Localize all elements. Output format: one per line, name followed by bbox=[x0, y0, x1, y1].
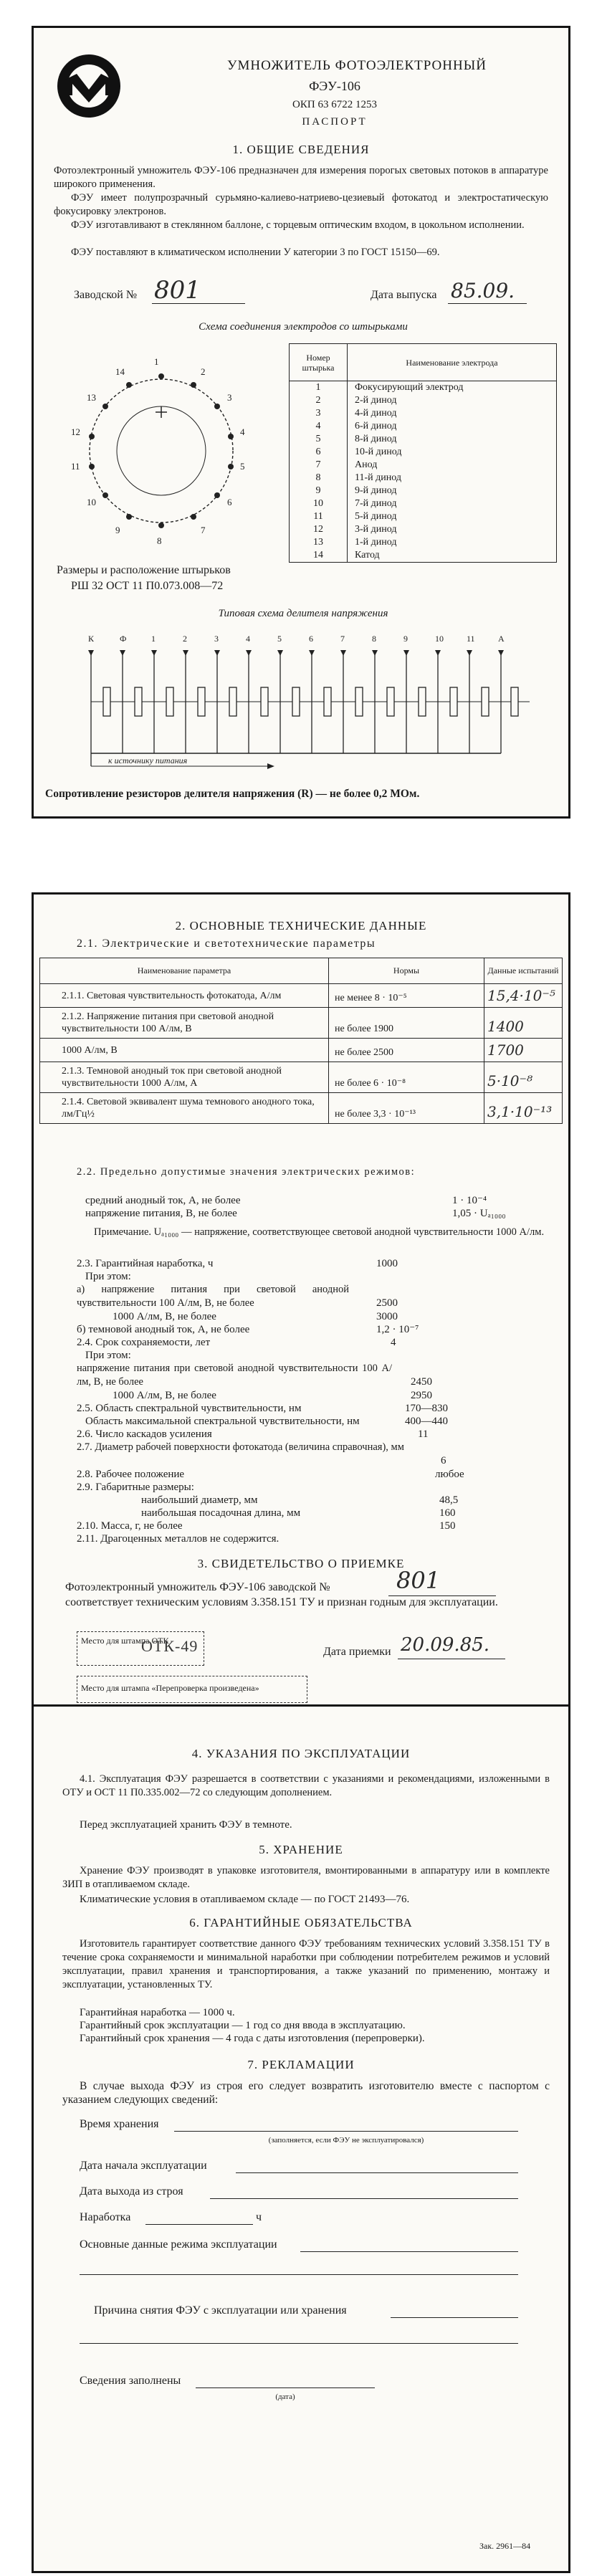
pin-number: 10 bbox=[290, 497, 348, 510]
field-start-label: Дата начала эксплуатации bbox=[80, 2160, 207, 2172]
field-reason-line-2[interactable] bbox=[80, 2343, 518, 2344]
otk-stamp-value: ОТК-49 bbox=[141, 1637, 199, 1655]
parameter-name: 2.1.2. Напряжение питания при световой анодной чувствительности 100 А/лм, В bbox=[40, 1008, 329, 1039]
s4-para-2: Перед эксплуатацией хранить ФЭУ в темноте. bbox=[80, 1819, 292, 1831]
product-title: УМНОЖИТЕЛЬ ФОТОЭЛЕКТРОННЫЙ bbox=[227, 58, 487, 73]
section-3-heading: 3. СВИДЕТЕЛЬСТВО О ПРИЕМКЕ bbox=[197, 1557, 405, 1570]
section-4-heading: 4. УКАЗАНИЯ ПО ЭКСПЛУАТАЦИИ bbox=[191, 1747, 411, 1760]
divider-resistor bbox=[355, 687, 363, 716]
divider-arrow bbox=[183, 650, 188, 656]
limit-2-value: 1,05 · Uₐ₁₀₀₀ bbox=[452, 1208, 506, 1219]
field-storage-line[interactable] bbox=[174, 2131, 518, 2132]
divider-arrow bbox=[435, 650, 441, 656]
pin-electrode: 3-й динод bbox=[348, 523, 557, 536]
divider-arrow bbox=[467, 650, 472, 656]
p26-value: 11 bbox=[418, 1428, 429, 1440]
svg-text:12: 12 bbox=[71, 426, 80, 437]
base-pin-diagram bbox=[55, 343, 263, 558]
general-para-2: ФЭУ имеет полупрозрачный сурьмяно-калиево-натриево-цезиевый фотокатод и электростатическую фокусировку электронов. bbox=[54, 192, 548, 217]
resistor-note: Сопротивление резисторов делителя напряжения (R) — не более 0,2 МОм. bbox=[45, 788, 420, 800]
divider-electrode-label: 3 bbox=[214, 634, 219, 644]
p23-at: При этом: bbox=[85, 1271, 131, 1282]
release-date-label: Дата выпуска bbox=[371, 289, 437, 301]
okp-code: ОКП 63 6722 1253 bbox=[292, 99, 377, 110]
passport-page-3 bbox=[32, 1704, 570, 2573]
svg-text:5: 5 bbox=[240, 461, 245, 472]
pin-table-row bbox=[290, 549, 557, 563]
parameter-test-value: 5·10⁻⁸ bbox=[484, 1062, 563, 1093]
field-filled-label: Сведения заполнены bbox=[80, 2375, 181, 2387]
p24a2-value: 2950 bbox=[411, 1390, 432, 1401]
s4-para-1: 4.1. Эксплуатация ФЭУ разрешается в соответствии с указаниями и рекомендациями, изложенными в ОТУ и ОСТ 11 П0.335.002—72 со следующим дополнением. bbox=[62, 1773, 550, 1798]
parameter-row bbox=[40, 984, 563, 1008]
divider-resistor bbox=[166, 687, 173, 716]
parameter-test-value: 1700 bbox=[484, 1039, 563, 1062]
pin-number: 7 bbox=[290, 459, 348, 472]
divider-electrode-label: 7 bbox=[340, 634, 345, 644]
svg-text:7: 7 bbox=[201, 525, 206, 535]
pin-table-row bbox=[290, 497, 557, 510]
p24-at: При этом: bbox=[85, 1350, 131, 1361]
parameter-test-value: 15,4·10⁻⁵ bbox=[484, 984, 563, 1008]
pin-electrode: 5-й динод bbox=[348, 510, 557, 523]
parameter-norm: не более 3,3 · 10⁻¹³ bbox=[329, 1093, 484, 1124]
p26-label: 2.6. Число каскадов усиления bbox=[77, 1428, 212, 1440]
field-filled-line[interactable] bbox=[196, 2387, 375, 2388]
pin-electrode: 10-й динод bbox=[348, 446, 557, 459]
pin-electrode: Фокусирующий электрод bbox=[348, 381, 557, 395]
subsection-2-2: 2.2. Предельно допустимые значения электрических режимов: bbox=[77, 1166, 416, 1178]
p25-label: 2.5. Область спектральной чувствительности, нм bbox=[77, 1403, 302, 1414]
document-type: ПАСПОРТ bbox=[302, 116, 368, 128]
p29a-value: 48,5 bbox=[439, 1494, 459, 1506]
divider-resistor bbox=[261, 687, 268, 716]
field-hours-line[interactable] bbox=[145, 2224, 253, 2225]
section-5-heading: 5. ХРАНЕНИЕ bbox=[259, 1843, 343, 1856]
field-modes-line[interactable] bbox=[300, 2251, 518, 2252]
pin-electrode: 4-й динод bbox=[348, 407, 557, 420]
p210-value: 150 bbox=[439, 1520, 456, 1532]
th-param-name: Наименование параметра bbox=[40, 958, 329, 984]
pin-table-row bbox=[290, 536, 557, 549]
p23a-label: а) напряжение питания при световой анодной чувствительности 100 А/лм, В, не более bbox=[77, 1284, 349, 1309]
divider-arrow bbox=[120, 650, 125, 656]
parameter-norm: не менее 8 · 10⁻⁵ bbox=[329, 984, 484, 1008]
parameter-name: 2.1.4. Световой эквивалент шума темнового анодного тока, лм/Гц½ bbox=[40, 1093, 329, 1124]
divider-resistor bbox=[292, 687, 300, 716]
p23-label: 2.3. Гарантийная наработка, ч bbox=[77, 1258, 214, 1269]
s6-para-4: Гарантийный срок хранения — 4 года с даты изготовления (перепроверки). bbox=[80, 2033, 425, 2044]
p29b-label: наибольшая посадочная длина, мм bbox=[141, 1507, 301, 1519]
base-note-2: РШ 32 ОСТ 11 П0.073.008—72 bbox=[71, 580, 224, 592]
parameter-norm: не более 6 · 10⁻⁸ bbox=[329, 1062, 484, 1093]
svg-text:3: 3 bbox=[227, 392, 232, 403]
pin-number: 2 bbox=[290, 394, 348, 407]
divider-electrode-label: 9 bbox=[403, 634, 408, 644]
general-para-1: Фотоэлектронный умножитель ФЭУ-106 предназначен для измерения порогых световых потоков в аппаратуре широкого применения. bbox=[54, 165, 548, 190]
divider-caption: Типовая схема делителя напряжения bbox=[218, 608, 388, 619]
parameter-norm: не более 1900 bbox=[329, 1008, 484, 1039]
pin-number: 9 bbox=[290, 485, 348, 497]
pin-scheme-caption: Схема соединения электродов со штырьками bbox=[199, 321, 408, 333]
pin-table-head-num: Номер штырька bbox=[290, 344, 348, 381]
divider-arrow bbox=[498, 650, 504, 656]
svg-text:10: 10 bbox=[87, 497, 96, 507]
serial-label: Заводской № bbox=[74, 289, 138, 301]
manufacturer-logo bbox=[55, 52, 123, 120]
p24-label: 2.4. Срок сохраняемости, лет bbox=[77, 1337, 211, 1348]
divider-resistor bbox=[419, 687, 426, 716]
general-para-4: ФЭУ поставляют в климатическом исполнении У категории 3 по ГОСТ 15150—69. bbox=[71, 247, 440, 258]
field-date-hint: (дата) bbox=[275, 2393, 295, 2401]
divider-resistor bbox=[482, 687, 489, 716]
pin-table-row bbox=[290, 459, 557, 472]
otk-stamp-label: Место для штампа ОТК bbox=[81, 1636, 169, 1646]
divider-electrode-label: К bbox=[88, 634, 95, 644]
svg-text:14: 14 bbox=[115, 366, 125, 377]
pin-electrode: 11-й динод bbox=[348, 472, 557, 485]
divider-arrow bbox=[151, 650, 157, 656]
parameter-name: 2.1.3. Темновой анодный ток при световой анодной чувствительности 1000 А/лм, А bbox=[40, 1062, 329, 1093]
section-7-heading: 7. РЕКЛАМАЦИИ bbox=[247, 2058, 355, 2071]
field-storage-hint: (заполняется, если ФЭУ не эксплуатировался) bbox=[268, 2136, 424, 2145]
divider-electrode-label: 8 bbox=[372, 634, 376, 644]
p25b-value: 400—440 bbox=[405, 1416, 448, 1427]
pin-electrode: Анод bbox=[348, 459, 557, 472]
pin-number: 13 bbox=[290, 536, 348, 549]
field-hours-label: Наработка bbox=[80, 2211, 131, 2223]
field-modes-label: Основные данные режима эксплуатации bbox=[80, 2238, 277, 2251]
pin-table-row bbox=[290, 433, 557, 446]
section-6-heading: 6. ГАРАНТИЙНЫЕ ОБЯЗАТЕЛЬСТВА bbox=[189, 1916, 413, 1929]
subsection-2-1: 2.1. Электрические и светотехнические параметры bbox=[77, 938, 376, 950]
th-test-data: Данные испытаний bbox=[484, 958, 563, 984]
divider-resistor bbox=[135, 687, 142, 716]
divider-arrow bbox=[214, 650, 220, 656]
pin-table-row bbox=[290, 485, 557, 497]
p24a-label: напряжение питания при световой анодной чувствительности 100 А/лм, В, не более bbox=[77, 1363, 392, 1388]
p23a2-label: 1000 А/лм, В, не более bbox=[113, 1311, 216, 1322]
pin-table-head-name: Наименование электрода bbox=[348, 344, 557, 381]
pin-number: 4 bbox=[290, 420, 348, 433]
divider-electrode-label: 1 bbox=[151, 634, 156, 644]
svg-text:13: 13 bbox=[87, 392, 96, 403]
pin-electrode: Катод bbox=[348, 549, 557, 563]
passport-page-2 bbox=[32, 892, 570, 1742]
field-fail-label: Дата выхода из строя bbox=[80, 2185, 183, 2198]
passport-page-1 bbox=[32, 26, 570, 819]
s5-para-1: Хранение ФЭУ производят в упаковке изготовителя, вмонтированными в аппаратуру или в комплекте ЗИП в отапливаемом складе. bbox=[62, 1865, 550, 1890]
divider-electrode-label: 11 bbox=[467, 634, 475, 644]
divider-resistor bbox=[324, 687, 331, 716]
pin-electrode: 6-й динод bbox=[348, 420, 557, 433]
product-model: ФЭУ-106 bbox=[309, 79, 360, 93]
base-note-1: Размеры и расположение штырьков bbox=[57, 564, 231, 576]
p24-value: 4 bbox=[391, 1337, 396, 1348]
p27-value: 6 bbox=[441, 1455, 446, 1466]
p24a-value: 2450 bbox=[411, 1376, 432, 1388]
divider-arrow bbox=[246, 650, 252, 656]
svg-text:2: 2 bbox=[201, 366, 206, 377]
divider-arrow bbox=[309, 650, 315, 656]
pin-electrode: 1-й динод bbox=[348, 536, 557, 549]
svg-text:9: 9 bbox=[115, 525, 120, 535]
pin-number: 8 bbox=[290, 472, 348, 485]
pin-electrode: 7-й динод bbox=[348, 497, 557, 510]
release-date-value: 85.09. bbox=[451, 279, 515, 302]
pin-table-row bbox=[290, 420, 557, 433]
p23b-value: 1,2 · 10⁻⁷ bbox=[376, 1324, 419, 1335]
divider-electrode-label: Ф bbox=[120, 634, 127, 644]
parameter-test-value: 3,1·10⁻¹³ bbox=[484, 1093, 563, 1124]
divider-electrode-label: 6 bbox=[309, 634, 313, 644]
load-resistor bbox=[511, 687, 518, 716]
svg-text:4: 4 bbox=[240, 426, 245, 437]
note-ua1000: Примечание. Uₐ₁₀₀₀ — напряжение, соответствующее световой анодной чувствительности 1000 А/лм. bbox=[94, 1226, 545, 1238]
p28-value: любое bbox=[435, 1469, 464, 1480]
pin-table-row bbox=[290, 523, 557, 536]
acceptance-date-label: Дата приемки bbox=[323, 1646, 391, 1658]
power-supply-label: к источнику питания bbox=[108, 755, 188, 765]
pin-table-row bbox=[290, 472, 557, 485]
field-start-line[interactable] bbox=[236, 2172, 518, 2173]
divider-electrode-label: А bbox=[498, 634, 505, 644]
parameter-row bbox=[40, 1039, 563, 1062]
pin-table-row bbox=[290, 394, 557, 407]
acceptance-text-2: соответствует техническим условиям 3.358.151 ТУ и признан годным для эксплуатации. bbox=[65, 1596, 498, 1608]
divider-resistor bbox=[387, 687, 394, 716]
p29-label: 2.9. Габаритные размеры: bbox=[77, 1482, 194, 1493]
p29a-label: наибольший диаметр, мм bbox=[141, 1494, 258, 1506]
p25b-label: Область максимальной спектральной чувствительности, нм bbox=[85, 1416, 360, 1427]
section-2-heading: 2. ОСНОВНЫЕ ТЕХНИЧЕСКИЕ ДАННЫЕ bbox=[175, 919, 427, 932]
parameter-norm: не более 2500 bbox=[329, 1039, 484, 1062]
pin-number: 11 bbox=[290, 510, 348, 523]
pin-electrode: 9-й динод bbox=[348, 485, 557, 497]
field-hours-unit: ч bbox=[256, 2211, 262, 2223]
svg-text:6: 6 bbox=[227, 497, 232, 507]
p25-value: 170—830 bbox=[405, 1403, 448, 1414]
pin-table-row bbox=[290, 510, 557, 523]
p210-label: 2.10. Масса, г, не более bbox=[77, 1520, 183, 1532]
serial-value: 801 bbox=[154, 276, 201, 305]
section-1-heading: 1. ОБЩИЕ СВЕДЕНИЯ bbox=[232, 143, 370, 156]
s5-para-2: Климатические условия в отапливаемом складе — по ГОСТ 21493—76. bbox=[80, 1894, 410, 1905]
divider-resistor bbox=[229, 687, 236, 716]
p211-label: 2.11. Драгоценных металлов не содержится. bbox=[77, 1533, 280, 1545]
divider-arrow bbox=[88, 650, 94, 656]
parameter-row bbox=[40, 1008, 563, 1039]
pin-number: 12 bbox=[290, 523, 348, 536]
divider-arrow bbox=[403, 650, 409, 656]
th-norm: Нормы bbox=[329, 958, 484, 984]
voltage-divider-diagram bbox=[62, 631, 543, 775]
s7-para-1: В случае выхода ФЭУ из строя его следует возвратить изготовителю вместе с паспортом с указанием следующих сведений: bbox=[62, 2080, 550, 2106]
pin-number: 5 bbox=[290, 433, 348, 446]
parameter-test-value: 1400 bbox=[484, 1008, 563, 1039]
recheck-stamp-label: Место для штампа «Перепроверка произведена» bbox=[81, 1683, 259, 1693]
limit-1-value: 1 · 10⁻⁴ bbox=[452, 1195, 487, 1206]
field-storage-label: Время хранения bbox=[80, 2118, 159, 2130]
s6-para-2: Гарантийная наработка — 1000 ч. bbox=[80, 2007, 235, 2018]
parameter-name: 1000 А/лм, В bbox=[40, 1039, 329, 1062]
p23a2-value: 3000 bbox=[376, 1311, 398, 1322]
field-fail-line[interactable] bbox=[210, 2198, 518, 2199]
divider-arrow bbox=[277, 650, 283, 656]
divider-resistor bbox=[198, 687, 205, 716]
pin-table-row bbox=[290, 446, 557, 459]
p23b-label: б) темновой анодный ток, А, не более bbox=[77, 1324, 250, 1335]
parameter-name: 2.1.1. Световая чувствительность фотокатода, А/лм bbox=[40, 984, 329, 1008]
pin-table bbox=[289, 343, 557, 563]
acceptance-serial: 801 bbox=[396, 1567, 441, 1594]
p27-label: 2.7. Диаметр рабочей поверхности фотокатода (величина справочная), мм bbox=[77, 1441, 404, 1453]
divider-resistor bbox=[103, 687, 110, 716]
acceptance-text-1: Фотоэлектронный умножитель ФЭУ-106 заводской № bbox=[65, 1581, 330, 1593]
divider-electrode-label: 10 bbox=[435, 634, 444, 644]
field-reason-label: Причина снятия ФЭУ с эксплуатации или хранения bbox=[94, 2304, 347, 2317]
p28-label: 2.8. Рабочее положение bbox=[77, 1469, 185, 1480]
parameter-row bbox=[40, 1062, 563, 1093]
limit-1-label: средний анодный ток, А, не более bbox=[85, 1195, 241, 1206]
pin-number: 1 bbox=[290, 381, 348, 395]
print-order-footer: Зак. 2961—84 bbox=[479, 2541, 531, 2551]
pin-number: 3 bbox=[290, 407, 348, 420]
divider-arrow bbox=[372, 650, 378, 656]
p29b-value: 160 bbox=[439, 1507, 456, 1519]
p23a-value: 2500 bbox=[376, 1297, 398, 1309]
pin-number: 6 bbox=[290, 446, 348, 459]
pin-number: 14 bbox=[290, 549, 348, 563]
acceptance-date-value: 20.09.85. bbox=[401, 1634, 490, 1656]
s6-para-3: Гарантийный срок эксплуатации — 1 год со дня ввода в эксплуатацию. bbox=[80, 2020, 406, 2031]
divider-electrode-label: 4 bbox=[246, 634, 250, 644]
parameter-row bbox=[40, 1093, 563, 1124]
p24a2-label: 1000 А/лм, В, не более bbox=[113, 1390, 216, 1401]
pin-electrode: 2-й динод bbox=[348, 394, 557, 407]
svg-text:11: 11 bbox=[71, 461, 80, 472]
limit-2-label: напряжение питания, В, не более bbox=[85, 1208, 237, 1219]
pin-electrode: 8-й динод bbox=[348, 433, 557, 446]
divider-resistor bbox=[450, 687, 457, 716]
p23-value: 1000 bbox=[376, 1258, 398, 1269]
svg-text:8: 8 bbox=[157, 535, 162, 546]
s6-para-1: Изготовитель гарантирует соответствие данного ФЭУ требованиям технических условий 3.358.151 ТУ в течение срока сохраняемости и минимальной наработки при соблюдении потребителем режимов и условий эксплуатации, правил хранения и транспортирования, а также указаний по применению, монтажу и эксплуатации, установленных ТУ. bbox=[62, 1938, 550, 1990]
field-reason-line[interactable] bbox=[391, 2317, 518, 2318]
field-modes-line-2[interactable] bbox=[80, 2274, 518, 2275]
divider-electrode-label: 2 bbox=[183, 634, 187, 644]
divider-arrow bbox=[340, 650, 346, 656]
divider-electrode-label: 5 bbox=[277, 634, 282, 644]
parameters-table bbox=[39, 958, 563, 1124]
pin-table-row bbox=[290, 407, 557, 420]
pin-table-row bbox=[290, 381, 557, 395]
svg-text:1: 1 bbox=[154, 356, 159, 367]
general-para-3: ФЭУ изготавливают в стеклянном баллоне, с торцевым оптическим входом, в цокольном исполнении. bbox=[71, 219, 525, 231]
